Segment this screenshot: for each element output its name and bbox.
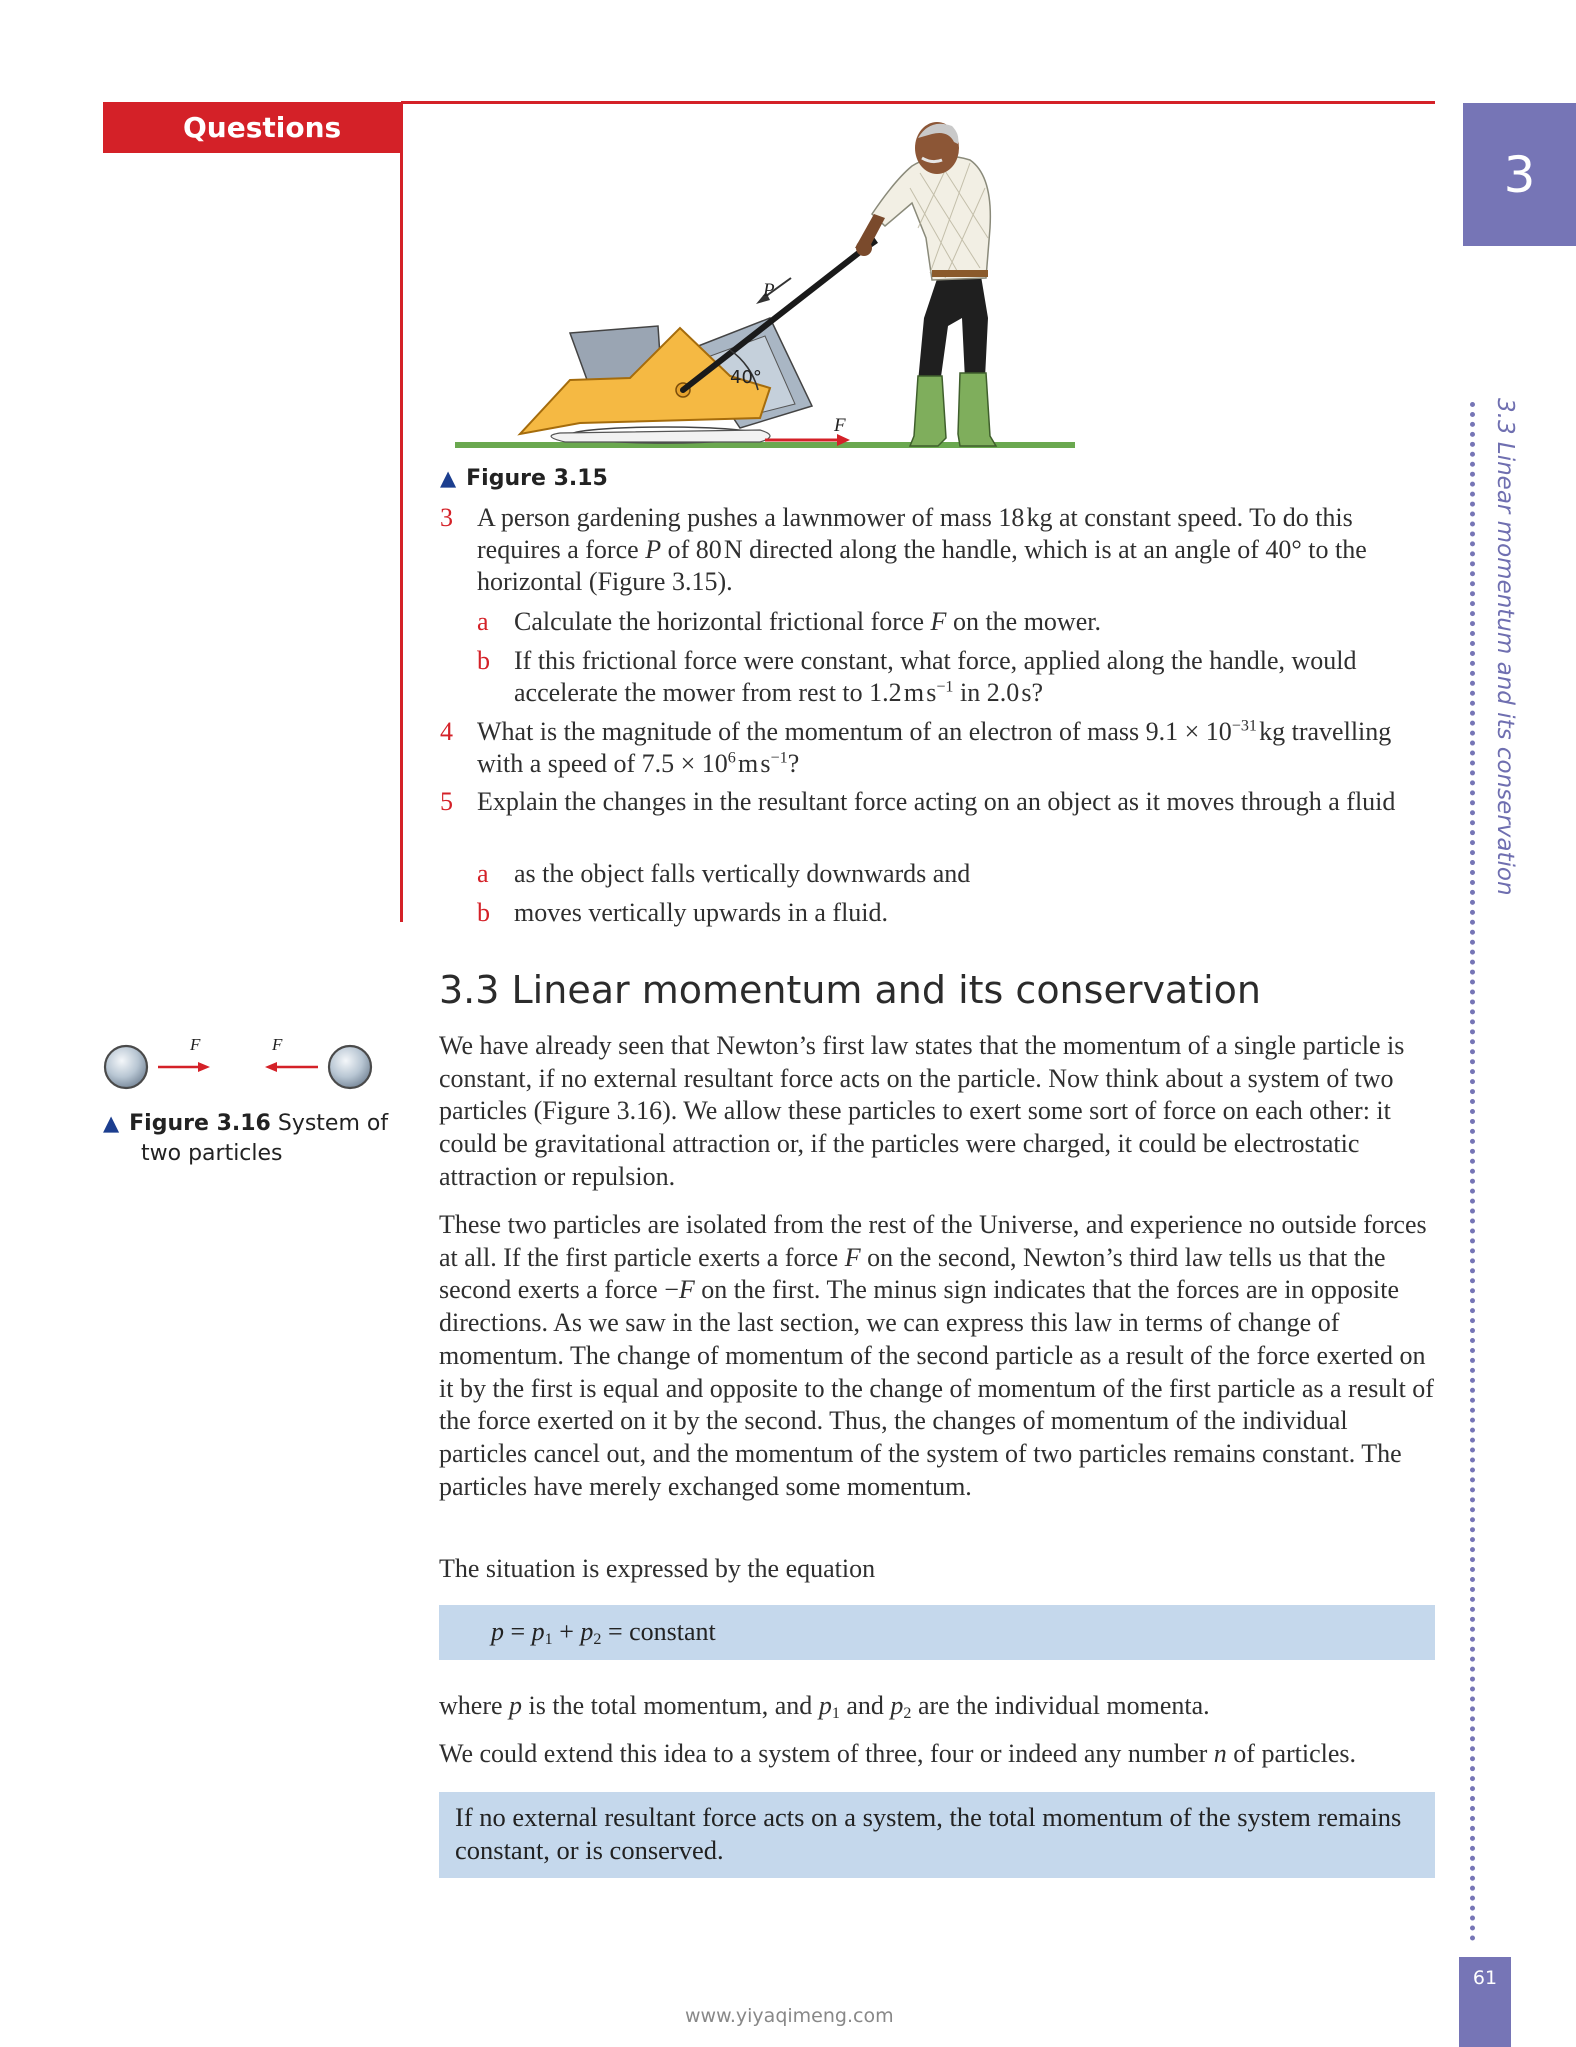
page-number: 61 — [1472, 1967, 1498, 1989]
figure-3-15-caption — [440, 466, 608, 491]
triangle-icon: ▲ — [440, 466, 457, 490]
question-3b-text: If this frictional force were constant, what force, applied along the handle, would accelerate the mower from rest to 1.2 m $s^{-1}$ in 2.0 s? — [514, 646, 1357, 707]
question-number: 5 — [440, 787, 453, 816]
part-letter: b — [477, 646, 490, 675]
equation-box — [439, 1605, 1435, 1660]
triangle-icon: ▲ — [103, 1111, 120, 1135]
chapter-tab[interactable] — [1463, 103, 1576, 246]
force-label-right: F — [272, 1036, 283, 1054]
questions-header — [103, 102, 401, 153]
figure-3-16-caption — [103, 1108, 393, 1169]
question-4 — [440, 716, 1440, 780]
question-3a — [477, 606, 1437, 638]
question-5b — [477, 897, 1437, 929]
particle-1 — [105, 1046, 147, 1088]
footer-url[interactable]: www.yiyaqimeng.com — [685, 2005, 894, 2027]
figure-3-16-illustration — [100, 1036, 380, 1096]
section-heading: 3.3 Linear momentum and its conservation — [439, 968, 1262, 1012]
angle-label: 40° — [730, 367, 762, 388]
question-number: 4 — [440, 717, 453, 746]
part-letter: a — [477, 607, 489, 636]
paragraph-4: where p is the total momentum, and $p_1$ and $p_2$ are the individual momenta. — [439, 1691, 1210, 1723]
question-number: 3 — [440, 503, 453, 532]
question-4-text: What is the magnitude of the momentum of an electron of mass $9.1 \times 10^{-31}$ kg travelling with a speed of $7.5 \times 10^6$ m $s^{-1}$? — [477, 717, 1392, 778]
figure-3-15-label: Figure 3.15 — [466, 466, 608, 491]
question-5a-text: as the object falls vertically downwards and — [514, 859, 971, 888]
question-5a — [477, 858, 1437, 890]
gardener-trousers — [918, 270, 988, 384]
paragraph-3: The situation is expressed by the equation — [439, 1554, 876, 1583]
chapter-number: 3 — [1503, 145, 1536, 204]
law-statement: If no external resultant force acts on a system, the total momentum of the system remains constant, or is conserved. — [455, 1802, 1402, 1865]
running-title: 3.3 Linear momentum and its conservation — [1492, 398, 1518, 896]
friction-label: F — [834, 415, 846, 436]
particle-2 — [329, 1046, 371, 1088]
paragraph-2: These two particles are isolated from the rest of the Universe, and experience no outside forces at all. If the first particle exerts a force F on the second, Newton’s third law tells us that the second exerts a force −F on the first. The minus sign indicates that the forces are in opposite directions. As we saw in the last section, we can express this law in terms of change of momentum. The change of momentum of the second particle as a result of the force exerted on it by the first is equal and opposite to the change of momentum of the first particle as a result of the force exerted on it by the second. Thus, the changes of momentum of the individual particles cancel out, and the momentum of the system of two particles remains constant. The particles have merely exchanged some momentum. — [439, 1210, 1434, 1501]
figure-3-16-label: Figure 3.16 — [129, 1111, 271, 1136]
part-letter: a — [477, 859, 489, 888]
boot-right — [958, 373, 996, 446]
boot-left — [910, 376, 946, 446]
question-3b — [477, 645, 1437, 709]
equation: $p = p_1 + p_2$ = constant — [491, 1617, 716, 1649]
figure-3-16-text-2: two particles — [141, 1141, 283, 1166]
question-3a-text: Calculate the horizontal frictional force F on the mower. — [514, 607, 1101, 636]
law-box — [439, 1792, 1435, 1878]
paragraph-1: We have already seen that Newton’s first law states that the momentum of a single particle is constant, if no external resultant force acts on the particle. Now think about a system of two particles (Figure 3.16). We allow these particles to exert some sort of force on each other: it could be gravitational attraction or, if the particles were charged, it could be electrostatic attraction or repulsion. — [439, 1031, 1405, 1191]
question-5 — [440, 786, 1440, 818]
question-5-text: Explain the changes in the resultant force acting on an object as it moves through a fluid — [477, 787, 1396, 816]
figure-3-15-illustration — [440, 118, 1080, 456]
figure-3-16-text-1: System of — [277, 1111, 389, 1136]
dotted-margin-line — [1470, 402, 1475, 1942]
question-3 — [440, 502, 1440, 598]
question-5b-text: moves vertically upwards in a fluid. — [514, 898, 889, 927]
header-rule — [401, 101, 1435, 104]
force-label-left: F — [190, 1036, 201, 1054]
gardener-shirt — [872, 156, 990, 280]
part-letter: b — [477, 898, 490, 927]
questions-label: Questions — [183, 111, 342, 144]
paragraph-5: We could extend this idea to a system of three, four or indeed any number n of particles. — [439, 1739, 1357, 1768]
questions-side-rule — [400, 102, 403, 922]
belt — [932, 270, 988, 277]
question-3-text: A person gardening pushes a lawnmower of mass 18 kg at constant speed. To do this requires a force P of 80 N directed along the handle, which is at an angle of 40° to the horizontal (Figure 3.15). — [477, 503, 1367, 596]
page-number-tab — [1459, 1957, 1511, 2047]
force-p-label: P — [763, 280, 775, 301]
